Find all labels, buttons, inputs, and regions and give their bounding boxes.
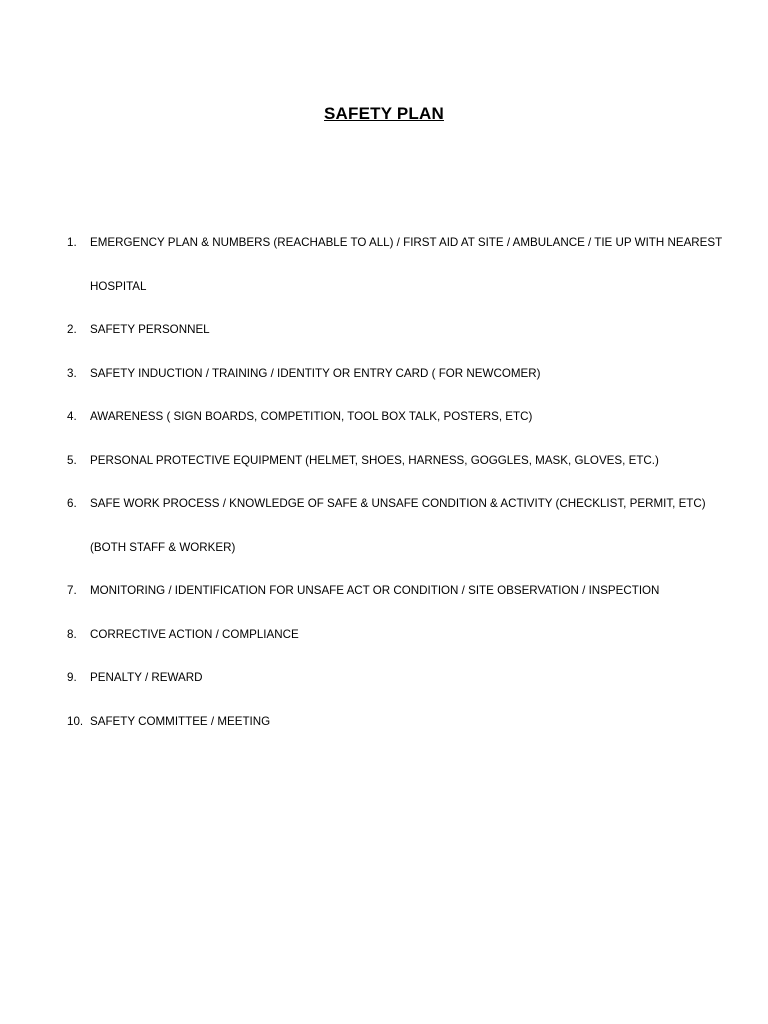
list-item-number: 7.: [67, 584, 77, 597]
list-item: [0, 319, 768, 363]
list-item: [0, 580, 768, 624]
list-item-line: [0, 406, 768, 450]
list-item-number: 9.: [67, 671, 77, 684]
list-item-line: [0, 493, 768, 537]
list-item-text: AWARENESS ( SIGN BOARDS, COMPETITION, TOOL BOX TALK, POSTERS, ETC): [90, 410, 533, 423]
list-item-line: [0, 450, 768, 494]
list-item-text: SAFETY INDUCTION / TRAINING / IDENTITY OR ENTRY CARD ( FOR NEWCOMER): [90, 366, 541, 380]
list-item-text: CORRECTIVE ACTION / COMPLIANCE: [90, 627, 299, 641]
list-item-line: [0, 711, 768, 755]
list-item-line: [0, 363, 768, 407]
list-item-text-continued: HOSPITAL: [90, 279, 147, 293]
list-item-text: SAFE WORK PROCESS / KNOWLEDGE OF SAFE & UNSAFE CONDITION & ACTIVITY (CHECKLIST, PERMIT, ETC): [90, 497, 706, 510]
list-item-text: SAFETY COMMITTEE / MEETING: [90, 714, 271, 728]
list-item-number: 6.: [67, 497, 77, 510]
list-item-text: SAFETY PERSONNEL: [90, 323, 210, 336]
list-item: [0, 624, 768, 668]
list-item-line: [0, 580, 768, 624]
list-item-line: [0, 624, 768, 668]
list-item-number: 1.: [67, 236, 77, 249]
list-item-text-continued: (BOTH STAFF & WORKER): [90, 540, 236, 554]
list-item-number: 8.: [67, 627, 77, 641]
list-item-line: [0, 537, 768, 581]
list-item: [0, 450, 768, 494]
list-item: [0, 363, 768, 407]
list-item: [0, 667, 768, 711]
list-item-line: [0, 276, 768, 320]
list-item-text: PERSONAL PROTECTIVE EQUIPMENT (HELMET, SHOES, HARNESS, GOGGLES, MASK, GLOVES, ETC.): [90, 453, 659, 467]
list-item: [0, 711, 768, 755]
list-item: [0, 232, 768, 319]
list-item-text: EMERGENCY PLAN & NUMBERS (REACHABLE TO ALL) / FIRST AID AT SITE / AMBULANCE / TIE UP WITH NEAREST: [90, 236, 723, 249]
list-item: [0, 493, 768, 580]
list-item-number: 2.: [67, 323, 77, 336]
list-item-number: 10.: [67, 714, 84, 728]
safety-plan-list: [0, 232, 768, 754]
list-item-text: MONITORING / IDENTIFICATION FOR UNSAFE ACT OR CONDITION / SITE OBSERVATION / INSPECTION: [90, 584, 660, 597]
list-item-number: 5.: [67, 453, 77, 467]
list-item-line: [0, 319, 768, 363]
list-item: [0, 406, 768, 450]
list-item-number: 4.: [67, 410, 77, 423]
list-item-text: PENALTY / REWARD: [90, 671, 203, 684]
page-title: SAFETY PLAN: [324, 104, 444, 123]
list-item-number: 3.: [67, 366, 77, 380]
list-item-line: [0, 667, 768, 711]
list-item-line: [0, 232, 768, 276]
